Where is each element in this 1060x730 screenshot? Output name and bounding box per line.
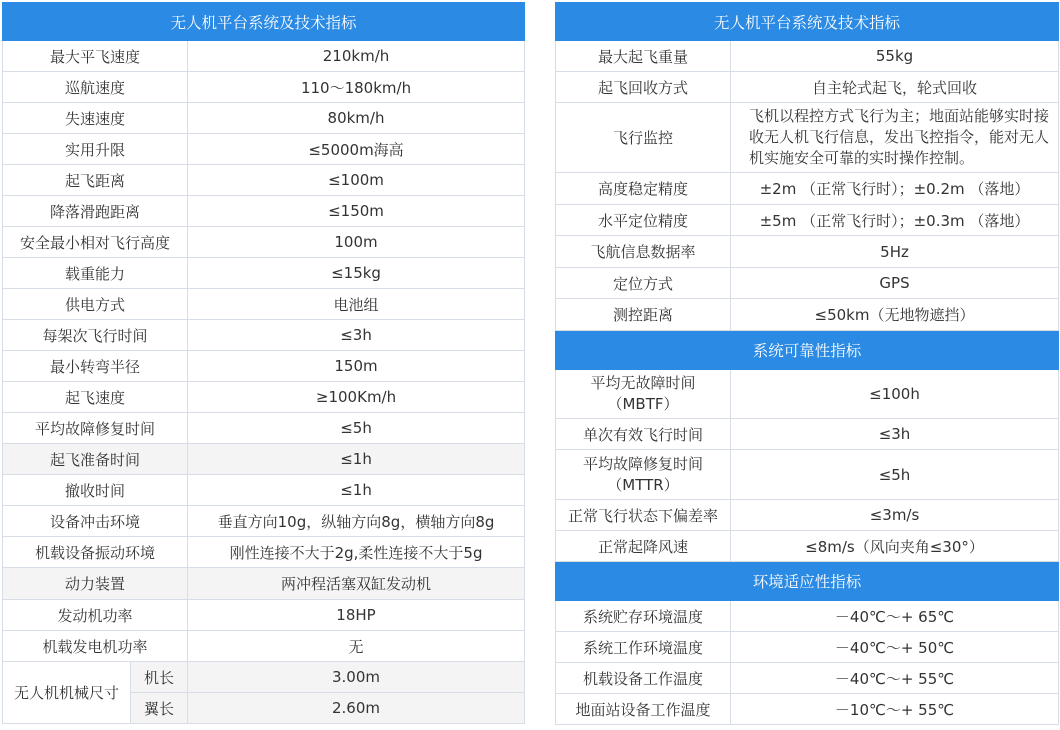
table-row (556, 450, 1059, 500)
spec-label: 载重能力 (3, 258, 188, 289)
spec-value: －40℃～+ 65℃ (731, 601, 1059, 632)
table-row (3, 351, 525, 382)
spec-value: －40℃～+ 55℃ (731, 663, 1059, 694)
spec-label: 撤收时间 (3, 475, 188, 506)
spec-value: 100m (188, 227, 525, 258)
spec-label: 安全最小相对飞行高度 (3, 227, 188, 258)
spec-label: 动力装置 (3, 568, 188, 600)
spec-label: 设备冲击环境 (3, 506, 188, 537)
reliability-section-header-row (556, 331, 1059, 370)
spec-value: ±2m （正常飞行时）；±0.2m （落地） (731, 173, 1059, 205)
table-row (3, 662, 525, 693)
table-row (556, 72, 1059, 103)
spec-value: ≤15kg (188, 258, 525, 289)
spec-value: ≤150m (188, 196, 525, 227)
size-sub-label: 机长 (131, 662, 188, 693)
table-row (556, 531, 1059, 562)
spec-label: 最大平飞速度 (3, 41, 188, 72)
spec-value: 电池组 (188, 289, 525, 320)
left-table-body (3, 41, 525, 724)
spec-label: 起飞距离 (3, 165, 188, 196)
table-row (3, 289, 525, 320)
spec-label: 巡航速度 (3, 72, 188, 103)
table-row (3, 320, 525, 351)
table-row (3, 475, 525, 506)
spec-label: 机载设备工作温度 (556, 663, 731, 694)
spec-label: 高度稳定精度 (556, 173, 731, 205)
table-row (3, 258, 525, 289)
table-row (3, 537, 525, 568)
spec-label: 定位方式 (556, 268, 731, 299)
spec-label: 系统工作环境温度 (556, 632, 731, 663)
spec-value: ≤3h (188, 320, 525, 351)
table-row (556, 299, 1059, 331)
table-row (3, 568, 525, 600)
spec-value: 无 (188, 631, 525, 662)
spec-value: 210km/h (188, 41, 525, 72)
spec-label: 机载发电机功率 (3, 631, 188, 662)
spec-value: 18HP (188, 600, 525, 631)
table-row (556, 632, 1059, 663)
environment-section-header: 环境适应性指标 (556, 562, 1059, 601)
spec-value: ≤3m/s (731, 500, 1059, 531)
spec-value: ≤8m/s（风向夹角≤30°） (731, 531, 1059, 562)
table-row (3, 506, 525, 537)
spec-value: ≥100Km/h (188, 382, 525, 413)
spec-label: 最大起飞重量 (556, 41, 731, 72)
spec-label: 每架次飞行时间 (3, 320, 188, 351)
table-row (3, 196, 525, 227)
right-table-title: 无人机平台系统及技术指标 (556, 3, 1059, 41)
spec-label: 飞航信息数据率 (556, 236, 731, 268)
left-spec-table (2, 2, 525, 724)
spec-value: GPS (731, 268, 1059, 299)
size-value: 2.60m (188, 693, 525, 724)
spec-value: 两冲程活塞双缸发动机 (188, 568, 525, 600)
table-row (556, 268, 1059, 299)
spec-value: ≤5000m海高 (188, 134, 525, 165)
environment-section-header-row (556, 562, 1059, 601)
spec-value: ≤100h (731, 370, 1059, 419)
table-row (3, 413, 525, 444)
table-row (3, 41, 525, 72)
spec-label: 最小转弯半径 (3, 351, 188, 382)
spec-value: 110～180km/h (188, 72, 525, 103)
spec-label: 降落滑跑距离 (3, 196, 188, 227)
table-row (556, 694, 1059, 725)
spec-value: ≤3h (731, 419, 1059, 450)
table-row (3, 134, 525, 165)
table-row (556, 370, 1059, 419)
spec-value: ±5m （正常飞行时）；±0.3m （落地） (731, 205, 1059, 236)
spec-label: 系统贮存环境温度 (556, 601, 731, 632)
spec-value: 刚性连接不大于2g,柔性连接不大于5g (188, 537, 525, 568)
table-row (556, 41, 1059, 72)
table-row (556, 419, 1059, 450)
spec-value: ≤50km（无地物遮挡） (731, 299, 1059, 331)
spec-value: 80km/h (188, 103, 525, 134)
table-row (556, 601, 1059, 632)
table-row (556, 103, 1059, 173)
spec-value: 55kg (731, 41, 1059, 72)
spec-label: 起飞速度 (3, 382, 188, 413)
spec-label: 测控距离 (556, 299, 731, 331)
spec-value: 5Hz (731, 236, 1059, 268)
table-row (3, 165, 525, 196)
spec-label: 供电方式 (3, 289, 188, 320)
size-value: 3.00m (188, 662, 525, 693)
spec-label: 起飞回收方式 (556, 72, 731, 103)
spec-label: 正常飞行状态下偏差率 (556, 500, 731, 531)
spec-value: 自主轮式起飞，轮式回收 (731, 72, 1059, 103)
spec-value: ≤100m (188, 165, 525, 196)
table-row (3, 72, 525, 103)
table-row (556, 205, 1059, 236)
spec-label: 实用升限 (3, 134, 188, 165)
spec-label: 水平定位精度 (556, 205, 731, 236)
table-row (3, 631, 525, 662)
spec-value: ≤1h (188, 444, 525, 475)
size-sub-label: 翼长 (131, 693, 188, 724)
spec-label: 机载设备振动环境 (3, 537, 188, 568)
table-row (3, 600, 525, 631)
spec-value: ≤1h (188, 475, 525, 506)
spec-value: 垂直方向10g，纵轴方向8g，横轴方向8g (188, 506, 525, 537)
left-table-title: 无人机平台系统及技术指标 (3, 3, 525, 41)
spec-label: 单次有效飞行时间 (556, 419, 731, 450)
reliability-section-header: 系统可靠性指标 (556, 331, 1059, 370)
table-row (3, 382, 525, 413)
table-row (556, 236, 1059, 268)
table-row (3, 227, 525, 258)
spec-label: 正常起降风速 (556, 531, 731, 562)
right-spec-table (555, 2, 1059, 725)
table-row (556, 173, 1059, 205)
size-group-label: 无人机机械尺寸 (3, 662, 131, 724)
table-row (556, 500, 1059, 531)
spec-label: 飞行监控 (556, 103, 731, 173)
right-table-body (556, 41, 1059, 725)
spec-label: 平均无故障时间（MBTF） (556, 370, 731, 419)
spec-value: ≤5h (188, 413, 525, 444)
table-row (556, 663, 1059, 694)
spec-label: 地面站设备工作温度 (556, 694, 731, 725)
table-row (3, 103, 525, 134)
spec-label: 起飞准备时间 (3, 444, 188, 475)
spec-label: 发动机功率 (3, 600, 188, 631)
spec-value: －40℃～+ 50℃ (731, 632, 1059, 663)
spec-value: －10℃～+ 55℃ (731, 694, 1059, 725)
spec-value: ≤5h (731, 450, 1059, 500)
table-row (3, 444, 525, 475)
spec-value: 飞机以程控方式飞行为主；地面站能够实时接收无人机飞行信息，发出飞控指令，能对无人机实施安全可靠的实时操作控制。 (731, 103, 1059, 173)
spec-value: 150m (188, 351, 525, 382)
spec-label: 失速速度 (3, 103, 188, 134)
spec-label: 平均故障修复时间（MTTR） (556, 450, 731, 500)
spec-label: 平均故障修复时间 (3, 413, 188, 444)
